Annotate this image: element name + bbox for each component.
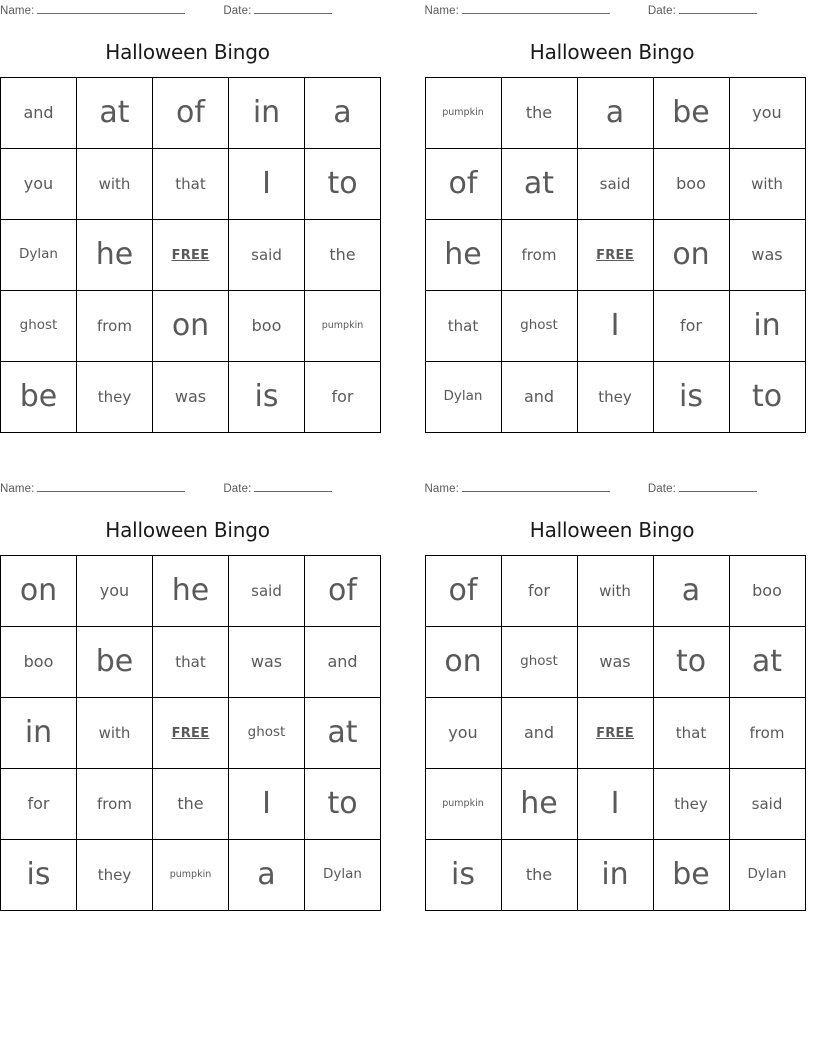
bingo-cell[interactable]: he xyxy=(425,220,501,291)
bingo-cell[interactable]: that xyxy=(653,698,729,769)
name-date-header-2 xyxy=(425,0,816,22)
card-title-1: Halloween Bingo xyxy=(105,40,270,64)
bingo-cell[interactable]: the xyxy=(305,220,381,291)
bingo-cell[interactable]: and xyxy=(305,627,381,698)
bingo-cell[interactable]: in xyxy=(229,78,305,149)
bingo-cell[interactable]: was xyxy=(229,627,305,698)
bingo-cell[interactable]: pumpkin xyxy=(305,291,381,362)
bingo-cell[interactable]: in xyxy=(729,291,805,362)
bingo-cell[interactable]: I xyxy=(229,149,305,220)
bingo-cell[interactable]: from xyxy=(77,769,153,840)
bingo-cell[interactable]: to xyxy=(653,627,729,698)
bingo-row xyxy=(1,291,381,362)
bingo-cell[interactable]: he xyxy=(153,556,229,627)
bingo-row xyxy=(1,362,381,433)
bingo-cell[interactable]: to xyxy=(729,362,805,433)
bingo-cell[interactable]: is xyxy=(229,362,305,433)
bingo-grid-3 xyxy=(0,555,381,911)
bingo-cell[interactable]: be xyxy=(653,78,729,149)
card-title-2: Halloween Bingo xyxy=(529,40,695,64)
bingo-cell[interactable]: for xyxy=(653,291,729,362)
bingo-row xyxy=(1,556,381,627)
bingo-cell[interactable]: boo xyxy=(1,627,77,698)
bingo-row xyxy=(425,220,805,291)
bingo-cell[interactable]: be xyxy=(653,840,729,911)
bingo-cell[interactable]: on xyxy=(153,291,229,362)
bingo-cell[interactable]: is xyxy=(425,840,501,911)
name-input-2[interactable] xyxy=(462,2,610,14)
bingo-cell[interactable]: the xyxy=(501,840,577,911)
bingo-cell[interactable]: Dylan xyxy=(729,840,805,911)
name-input-4[interactable] xyxy=(462,480,610,492)
bingo-cell[interactable]: from xyxy=(77,291,153,362)
bingo-cell[interactable]: I xyxy=(577,769,653,840)
date-label: Date: xyxy=(223,483,252,495)
bingo-cell[interactable]: was xyxy=(729,220,805,291)
bingo-cell[interactable]: they xyxy=(77,840,153,911)
bingo-row xyxy=(425,291,805,362)
bingo-card-2 xyxy=(425,0,816,433)
name-date-header-4 xyxy=(425,478,816,500)
bingo-cell[interactable]: you xyxy=(729,78,805,149)
bingo-cell[interactable]: said xyxy=(229,556,305,627)
bingo-card-4 xyxy=(425,478,816,911)
bingo-cell[interactable]: I xyxy=(577,291,653,362)
bingo-row xyxy=(1,769,381,840)
bingo-cell[interactable]: with xyxy=(577,556,653,627)
bingo-cell[interactable]: for xyxy=(1,769,77,840)
bingo-cell[interactable]: with xyxy=(77,698,153,769)
date-label: Date: xyxy=(223,5,252,17)
bingo-cell[interactable]: at xyxy=(305,698,381,769)
name-label: Name: xyxy=(0,483,35,495)
bingo-cell[interactable]: said xyxy=(729,769,805,840)
bingo-cell[interactable]: was xyxy=(153,362,229,433)
bingo-row xyxy=(1,698,381,769)
bingo-cell[interactable]: of xyxy=(153,78,229,149)
bingo-cell[interactable]: pumpkin xyxy=(425,78,501,149)
bingo-cell[interactable]: and xyxy=(501,698,577,769)
bingo-cell[interactable]: to xyxy=(305,149,381,220)
bingo-cell[interactable]: with xyxy=(77,149,153,220)
bingo-cell[interactable]: a xyxy=(653,556,729,627)
bingo-cell[interactable]: you xyxy=(77,556,153,627)
bingo-cell[interactable]: on xyxy=(1,556,77,627)
date-input-1[interactable] xyxy=(254,2,332,14)
bingo-cell[interactable]: boo xyxy=(729,556,805,627)
bingo-row xyxy=(425,78,805,149)
name-date-header-3 xyxy=(0,478,392,500)
bingo-cell[interactable]: on xyxy=(653,220,729,291)
bingo-grid-body-2 xyxy=(425,78,805,433)
bingo-cell[interactable]: from xyxy=(501,220,577,291)
card-row-top xyxy=(0,0,816,433)
bingo-cell[interactable]: is xyxy=(653,362,729,433)
bingo-cell[interactable]: they xyxy=(653,769,729,840)
card-row-bottom xyxy=(0,433,816,911)
bingo-row xyxy=(1,840,381,911)
bingo-cell[interactable]: at xyxy=(729,627,805,698)
bingo-cell[interactable]: from xyxy=(729,698,805,769)
bingo-cell[interactable]: ghost xyxy=(1,291,77,362)
bingo-cell[interactable]: with xyxy=(729,149,805,220)
name-label: Name: xyxy=(424,483,459,495)
bingo-cell[interactable]: said xyxy=(577,149,653,220)
card-title-4: Halloween Bingo xyxy=(529,518,695,542)
bingo-cell[interactable]: pumpkin xyxy=(153,840,229,911)
bingo-cell[interactable]: pumpkin xyxy=(425,769,501,840)
bingo-cell[interactable]: Dylan xyxy=(1,220,77,291)
name-input-3[interactable] xyxy=(37,480,185,492)
bingo-cell[interactable]: said xyxy=(229,220,305,291)
bingo-cell[interactable]: on xyxy=(425,627,501,698)
bingo-cell[interactable]: ghost xyxy=(229,698,305,769)
bingo-cell[interactable]: you xyxy=(1,149,77,220)
bingo-cell[interactable]: and xyxy=(501,362,577,433)
bingo-cell[interactable]: for xyxy=(501,556,577,627)
bingo-cell[interactable]: of xyxy=(425,149,501,220)
bingo-cell[interactable]: the xyxy=(153,769,229,840)
bingo-cell[interactable]: to xyxy=(305,769,381,840)
bingo-cell-free[interactable]: FREE xyxy=(577,220,653,291)
bingo-card-1 xyxy=(0,0,392,433)
bingo-cell[interactable]: for xyxy=(305,362,381,433)
bingo-cell[interactable]: he xyxy=(501,769,577,840)
bingo-row xyxy=(425,840,805,911)
bingo-row xyxy=(1,78,381,149)
bingo-row xyxy=(1,627,381,698)
name-label: Name: xyxy=(424,5,459,17)
bingo-cell[interactable]: he xyxy=(77,220,153,291)
card-title-3: Halloween Bingo xyxy=(105,518,270,542)
bingo-grid-4 xyxy=(425,555,806,911)
bingo-grid-body-4 xyxy=(425,556,805,911)
bingo-cell[interactable]: in xyxy=(577,840,653,911)
bingo-cell[interactable]: of xyxy=(305,556,381,627)
name-input-1[interactable] xyxy=(37,2,185,14)
bingo-cell[interactable]: I xyxy=(229,769,305,840)
bingo-cell[interactable]: a xyxy=(229,840,305,911)
bingo-cell[interactable]: be xyxy=(1,362,77,433)
date-label: Date: xyxy=(647,5,676,17)
bingo-cell-free[interactable]: FREE xyxy=(577,698,653,769)
bingo-cell[interactable]: in xyxy=(1,698,77,769)
bingo-cell[interactable]: be xyxy=(77,627,153,698)
bingo-cell[interactable]: boo xyxy=(653,149,729,220)
bingo-cell[interactable]: the xyxy=(501,78,577,149)
bingo-cell[interactable]: that xyxy=(153,627,229,698)
name-date-header-1 xyxy=(0,0,392,22)
bingo-cell[interactable]: at xyxy=(77,78,153,149)
bingo-cell[interactable]: they xyxy=(577,362,653,433)
bingo-cell[interactable]: they xyxy=(77,362,153,433)
bingo-grid-1 xyxy=(0,77,381,433)
bingo-cell[interactable]: at xyxy=(501,149,577,220)
date-label: Date: xyxy=(647,483,676,495)
bingo-cell[interactable]: boo xyxy=(229,291,305,362)
bingo-card-3 xyxy=(0,478,392,911)
bingo-row xyxy=(425,556,805,627)
bingo-cell[interactable]: was xyxy=(577,627,653,698)
bingo-row xyxy=(1,149,381,220)
date-input-2[interactable] xyxy=(679,2,757,14)
bingo-cell[interactable]: ghost xyxy=(501,627,577,698)
bingo-cell[interactable]: that xyxy=(153,149,229,220)
bingo-cell-free[interactable]: FREE xyxy=(153,698,229,769)
bingo-cell[interactable]: is xyxy=(1,840,77,911)
bingo-cell[interactable]: you xyxy=(425,698,501,769)
date-input-4[interactable] xyxy=(679,480,757,492)
bingo-cell[interactable]: ghost xyxy=(501,291,577,362)
bingo-row xyxy=(1,220,381,291)
bingo-cell[interactable]: a xyxy=(577,78,653,149)
bingo-cell[interactable]: Dylan xyxy=(305,840,381,911)
bingo-row xyxy=(425,149,805,220)
bingo-grid-body-3 xyxy=(1,556,381,911)
bingo-grid-2 xyxy=(425,77,806,433)
bingo-row xyxy=(425,769,805,840)
bingo-cell[interactable]: and xyxy=(1,78,77,149)
bingo-cell[interactable]: a xyxy=(305,78,381,149)
bingo-row xyxy=(425,362,805,433)
bingo-cell-free[interactable]: FREE xyxy=(153,220,229,291)
bingo-cell[interactable]: that xyxy=(425,291,501,362)
bingo-cell[interactable]: of xyxy=(425,556,501,627)
bingo-row xyxy=(425,627,805,698)
date-input-3[interactable] xyxy=(254,480,332,492)
name-label: Name: xyxy=(0,5,35,17)
bingo-grid-body-1 xyxy=(1,78,381,433)
bingo-cell[interactable]: Dylan xyxy=(425,362,501,433)
bingo-row xyxy=(425,698,805,769)
